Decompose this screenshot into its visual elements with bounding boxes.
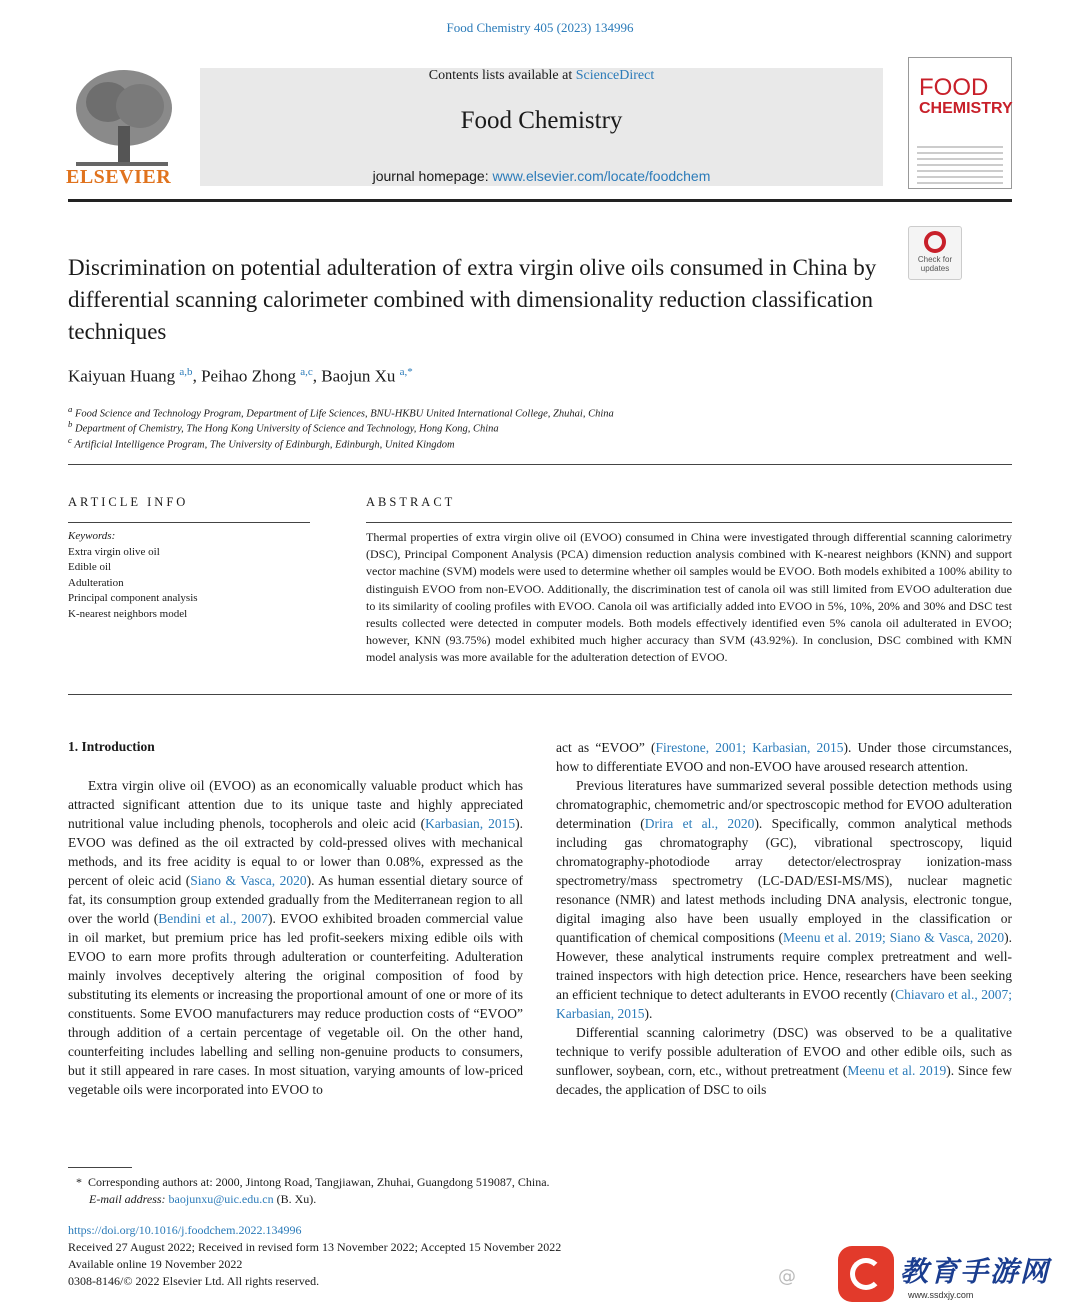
introduction-heading: 1. Introduction: [68, 739, 155, 754]
journal-citation[interactable]: Food Chemistry 405 (2023) 134996: [446, 20, 634, 35]
site-watermark: [838, 1246, 1078, 1308]
available-online: Available online 19 November 2022: [68, 1257, 243, 1271]
text-run: ). Specifically, common analytical methods including gas chromatography (GC), vibrational spectroscopy, liquid chromatography-photodiode array detector/electrospray ionization-mass spectrometry/mass spectrometry (LC-DAD/ESI-MS/MS), nuclear magnetic resonance (NMR) and latest methods including DNA analysis, electronic tongue, digital imaging also have been usually employed in the classification or quantification of chemical compositions (: [556, 816, 1012, 945]
email-link[interactable]: baojunxu@uic.edu.cn: [168, 1192, 274, 1206]
paragraph: [68, 776, 523, 1099]
affiliation-text: Food Science and Technology Program, Department of Life Sciences, BNU-HKBU United International College, Zhuhai, China: [75, 408, 614, 420]
paragraph: [556, 1023, 1012, 1099]
text-run: Differential scanning calorimetry (DSC) was observed to be a qualitative technique to verify possible adulteration of EVOO and other edible oils, such as sunflower, soybean, corn, etc., without pretreatment (: [556, 1025, 1012, 1078]
paragraph: [556, 738, 1012, 776]
abstract-heading: ABSTRACT: [366, 495, 456, 509]
reference-link[interactable]: Meenu et al. 2019: [847, 1063, 947, 1078]
affiliation-text: Department of Chemistry, The Hong Kong University of Science and Technology, Hong Kong, China: [75, 423, 499, 435]
header-rule: [68, 199, 1012, 202]
reference-link[interactable]: Meenu et al. 2019; Siano & Vasca, 2020: [782, 930, 1005, 945]
author-affiliation-mark[interactable]: a,c: [300, 366, 313, 378]
author-name[interactable]: Peihao Zhong: [201, 366, 296, 386]
author-separator: ,: [192, 366, 202, 386]
keyword: Adulteration: [68, 576, 124, 589]
keyword: Principal component analysis: [68, 592, 198, 604]
article-info-rule: [68, 522, 310, 523]
reference-link[interactable]: Chiavaro et al., 2007; Karbasian, 2015: [556, 987, 1012, 1021]
reference-link[interactable]: Bendini et al., 2007: [158, 911, 269, 926]
text-run: ). EVOO was defined as the oil extracted by cold-pressed olives with mechanical methods, and its free acidity is equal to or lower than 0.08%, expressed as the percent of oleic acid (: [68, 816, 523, 888]
reference-link[interactable]: Siano & Vasca, 2020: [190, 873, 307, 888]
keyword: Extra virgin olive oil: [68, 545, 160, 558]
author-affiliation-mark[interactable]: a,b: [179, 366, 193, 378]
body-column-left: [68, 776, 523, 1099]
text-run: ). As human essential dietary source of fat, its consumption group extended gradually from the Mediterranean region to all over the world (: [68, 873, 523, 926]
text-run: Previous literatures have summarized several possible detection methods using chromatographic, chemometric and/or spectroscopic method for EVOO adulteration determination (: [556, 778, 1012, 831]
abstract-text: Thermal properties of extra virgin olive oil (EVOO) consumed in China were investigated through differential scanning calorimetry (DSC), Principal Component Analysis (PCA) dimension reduction analysis combined with K-nearest neighbors (KNN) and support vector machine (SVM) models were used to determine whether oil samples would be EVOO. Both models exhibited a 100% ability to distinguish EVOO from non-EVOO. Additionally, the discrimination test of canola oil was still limited from EVOO adulteration due to its similarity of cooling profiles with EVOO. Canola oil was artificially added into EVOO in 5%, 10%, 20% and 30% and DSC test results collected were detected in computer models. Both models effectively identified even 5% canola oil adulterated in EVOO; however, KNN (93.75%) model exhibited much higher accuracy than SVM (43.92%). In conclusion, DSC combined with KMN model analysis was more available for the adulteration detection of EVOO.: [366, 530, 1012, 665]
corresponding-author-footnote: [76, 1174, 550, 1208]
keyword: Edible oil: [68, 561, 112, 573]
affiliation-mark: c: [68, 435, 72, 445]
text-run: act as “EVOO” (: [556, 740, 656, 755]
affiliation-mark: b: [68, 419, 73, 429]
text-run: Extra virgin olive oil (EVOO) as an economically valuable product which has attracted significant attention due to its unique taste and highly appreciated nutritional value including phenols, tocopherols and oleic acid (: [68, 778, 523, 831]
author-list: [68, 366, 413, 387]
homepage-prefix: journal homepage:: [372, 168, 493, 184]
contents-prefix: Contents lists available at: [428, 68, 576, 83]
footnote-line: [76, 1174, 550, 1191]
weibo-watermark: @: [778, 1266, 796, 1287]
cover-editor-lines: [917, 142, 1003, 188]
elsevier-wordmark: ELSEVIER: [66, 166, 172, 188]
journal-name: Food Chemistry: [460, 107, 623, 134]
text-run: ). Since few decades, the application of DSC to oils: [556, 1063, 1012, 1097]
check-for-updates-button[interactable]: [908, 226, 962, 280]
affiliation-b: [68, 419, 499, 435]
sciencedirect-link[interactable]: ScienceDirect: [575, 68, 655, 83]
affiliation-c: [68, 435, 455, 451]
footnote-mark: *: [76, 1175, 82, 1189]
email-suffix: (B. Xu).: [273, 1192, 317, 1206]
homepage-link[interactable]: www.elsevier.com/locate/foodchem: [492, 168, 711, 184]
abstract-rule: [366, 522, 1012, 523]
author-affiliation-mark[interactable]: a,*: [399, 366, 413, 378]
check-updates-label: Check for updates: [917, 255, 953, 273]
journal-cover-thumbnail[interactable]: [908, 57, 1012, 189]
keyword: K-nearest neighbors model: [68, 607, 188, 620]
keywords-label: Keywords:: [68, 530, 116, 542]
keywords-list: [68, 529, 198, 622]
text-run: ).: [644, 1006, 653, 1021]
reference-link[interactable]: Firestone, 2001; Karbasian, 2015: [655, 740, 844, 755]
watermark-url: www.ssdxjy.com: [908, 1290, 974, 1300]
abstract-bottom-rule: [68, 694, 1012, 695]
affiliation-text: Artificial Intelligence Program, The University of Edinburgh, Edinburgh, United Kingdom: [74, 439, 455, 451]
crossmark-icon: [924, 231, 946, 253]
author-name[interactable]: Kaiyuan Huang: [68, 366, 176, 386]
copyright: 0308-8146/© 2022 Elsevier Ltd. All rights reserved.: [68, 1274, 320, 1288]
article-info-heading: ARTICLE INFO: [68, 495, 189, 509]
cover-title-food: FOOD: [919, 74, 989, 101]
affiliation-mark: a: [68, 404, 73, 414]
affiliation-rule: [68, 464, 1012, 465]
article-title: Discrimination on potential adulteration of extra virgin olive oils consumed in China by differential scanning calorimeter combined with dimensionality reduction classification techniques: [68, 255, 877, 344]
text-run: ). EVOO exhibited broaden commercial value in oil market, but premium price has led profit-seekers mixing edible oils with EVOO to earn more profits through adulteration or counterfeiting. Adulteration mainly involves deceptively altering the original composition of food by substituting its elements or increasing the proportional amount of one or more of its constituents. Some EVOO manufacturers may reduce production costs of “EVOO” through addition of a certain percentage of vegetable oil. On the other hand, counterfeiting includes labelling and selling non-genuine products to consumers, but it still appeared in rare cases. In most situation, varying amounts of low-priced vegetable oils were incorporated into EVOO to: [68, 911, 524, 1097]
footnote-text: Corresponding authors at: 2000, Jintong Road, Tangjiawan, Zhuhai, Guangdong 519087, China.: [88, 1175, 550, 1189]
watermark-text: 教育手游网: [900, 1255, 1051, 1288]
footnote-rule: [68, 1167, 132, 1168]
affiliation-a: [68, 404, 614, 420]
publication-info: [68, 1222, 561, 1290]
text-run: ). Under those circumstances, how to differentiate EVOO and non-EVOO have aroused research attention.: [556, 740, 1012, 774]
received-dates: Received 27 August 2022; Received in revised form 13 November 2022; Accepted 15 November 2022: [68, 1240, 562, 1254]
text-run: ). However, these analytical instruments require complex pretreatment and well-trained inspectors with high detection price. Hence, researchers have been seeking an efficient technique to detect adulterants in EVOO recently (: [556, 930, 1012, 1002]
email-label: E-mail address:: [89, 1192, 166, 1206]
reference-link[interactable]: Drira et al., 2020: [644, 816, 755, 831]
author-name[interactable]: Baojun Xu: [321, 366, 396, 386]
doi-link[interactable]: https://doi.org/10.1016/j.foodchem.2022.134996: [68, 1223, 302, 1237]
contents-availability: [200, 68, 883, 84]
journal-homepage: [200, 168, 883, 184]
cover-title-chemistry: CHEMISTRY: [919, 100, 1013, 117]
author-separator: ,: [312, 366, 322, 386]
paragraph: [556, 776, 1012, 1023]
watermark-logo-icon: [838, 1246, 894, 1302]
email-line: [76, 1191, 550, 1208]
reference-link[interactable]: Karbasian, 2015: [425, 816, 516, 831]
body-column-right: [556, 738, 1012, 1099]
